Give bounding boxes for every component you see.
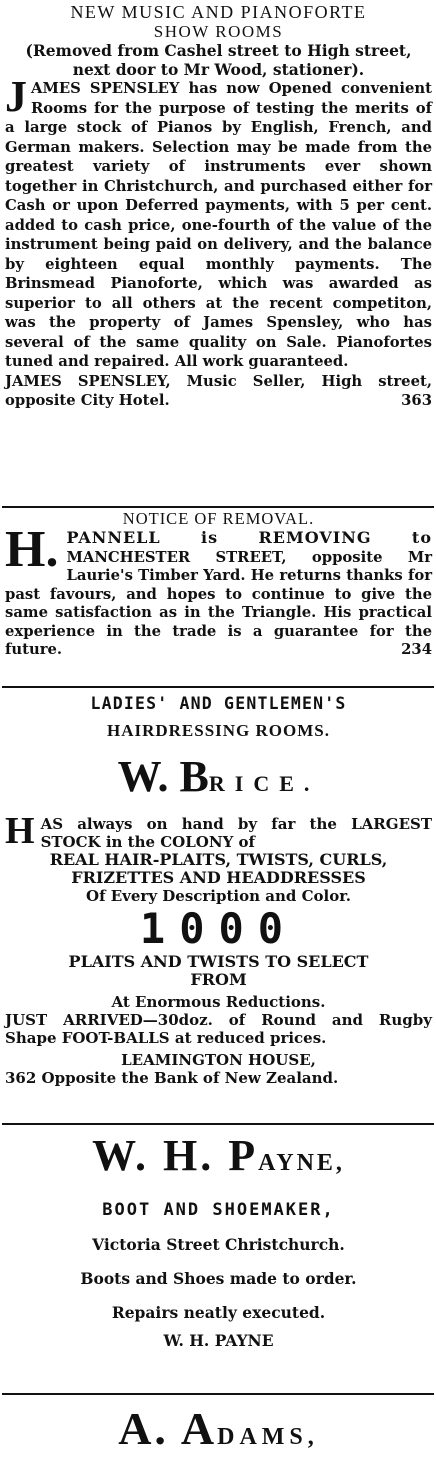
offer-line: Boots and Shoes made to order.: [80, 1269, 357, 1288]
drop-cap: H: [5, 810, 35, 852]
ad-title: NEW MUSIC AND PIANOFORTE: [70, 2, 367, 22]
reductions-line: At Enormous Reductions.: [111, 993, 326, 1011]
ad-body-text: AMES SPENSLEY has now Opened convenient Rooms for the purpose of testing the merits of a large stock of Pianos by English, French, and German makers. Selection may be made from the greatest variety of instruments ever shown together in Christchurch, and purchased either for Cash or upon Deferred payments, with 5 per cent. added to cash price, one-fourth of the value of the instrument being paid on delivery, and the balance by eighteen equal monthly payments. The Brinsmead Pianoforte, which was awarded as superior to all others at the recent competiton, was the property of James Spensley, who has several of the same quality on Sale. Pianofortes tuned and repaired. All work guaranteed.: [5, 80, 432, 370]
music-advertisement: [0, 2, 436, 410]
ad-subtitle: (Removed from Cashel street to High street, next door to Mr Wood, stationer).: [25, 41, 412, 79]
stock-line: REAL HAIR-PLAITS, TWISTS, CURLS,: [49, 850, 388, 869]
divider: [2, 506, 434, 508]
ad-body-text: MANCHESTER STREET, opposite Mr Laurie's Timber Yard. He returns thanks for past favours, and hopes to continue to give the same satisfaction as in the Triangle. His practical experience in the trade is a guarantee for the future.: [5, 548, 432, 658]
ad-title-line2: HAIRDRESSING ROOMS.: [106, 721, 331, 740]
drop-cap: H.: [5, 521, 59, 578]
stock-line: Of Every Description and Color.: [86, 887, 351, 905]
divider: [2, 1393, 434, 1395]
ad-address: Victoria Street Christchurch.: [92, 1235, 345, 1254]
signature-text: JAMES SPENSLEY, Music Seller, High street, opposite City Hotel.: [5, 372, 432, 409]
proprietor-name: [5, 746, 432, 815]
proprietor-name: [5, 1398, 432, 1468]
removal-advertisement: [0, 510, 436, 660]
house-name: LEAMINGTON HOUSE,: [121, 1051, 316, 1069]
plaits-line: PLAITS AND TWISTS TO SELECT: [68, 952, 369, 971]
trade-line: BOOT AND SHOEMAKER,: [102, 1200, 335, 1220]
ad-title: NOTICE OF REMOVAL.: [122, 509, 315, 528]
ad-title: LADIES' AND GENTLEMEN'S: [90, 694, 347, 713]
big-number: 1000: [139, 904, 298, 953]
ad-body: [5, 72, 432, 372]
hairdressing-advertisement: [0, 692, 436, 1087]
ad-number: 363: [401, 391, 432, 409]
ad-address: 362 Opposite the Bank of New Zealand.: [5, 1069, 339, 1087]
ad-signature: [5, 372, 432, 410]
stock-line: FRIZETTES AND HEADDRESSES: [71, 868, 366, 887]
name-rest: AYNE,: [258, 1150, 345, 1176]
ad-lead-line: PANNELL is REMOVING to: [66, 528, 432, 547]
ad-number: 234: [401, 641, 432, 658]
name-initial: W. H. P: [92, 1131, 259, 1180]
ad-body: [5, 521, 432, 660]
drop-cap: J: [5, 72, 27, 121]
name-initial: W. B: [117, 752, 209, 801]
divider: [2, 1123, 434, 1125]
proprietor-name: [5, 1127, 432, 1192]
adams-advertisement: [0, 1398, 436, 1468]
ad-body-text: AS always on hand by far the LARGEST STOCK in the COLONY of: [40, 815, 432, 851]
repairs-line: Repairs neatly executed.: [111, 1303, 326, 1322]
name-rest: DAMS,: [217, 1424, 319, 1450]
divider: [2, 686, 434, 688]
ad-signature: W. H. PAYNE: [163, 1331, 274, 1350]
plaits-line: FROM: [190, 970, 247, 989]
arrived-line: JUST ARRIVED—30doz. of Round and Rugby Shape FOOT-BALLS at reduced prices.: [5, 1011, 432, 1047]
ad-title-line2: SHOW ROOMS: [153, 22, 284, 41]
name-initial: A. A: [118, 1403, 218, 1454]
payne-advertisement: [0, 1127, 436, 1352]
ad-body: [5, 810, 432, 852]
name-rest: RICE.: [208, 771, 320, 796]
